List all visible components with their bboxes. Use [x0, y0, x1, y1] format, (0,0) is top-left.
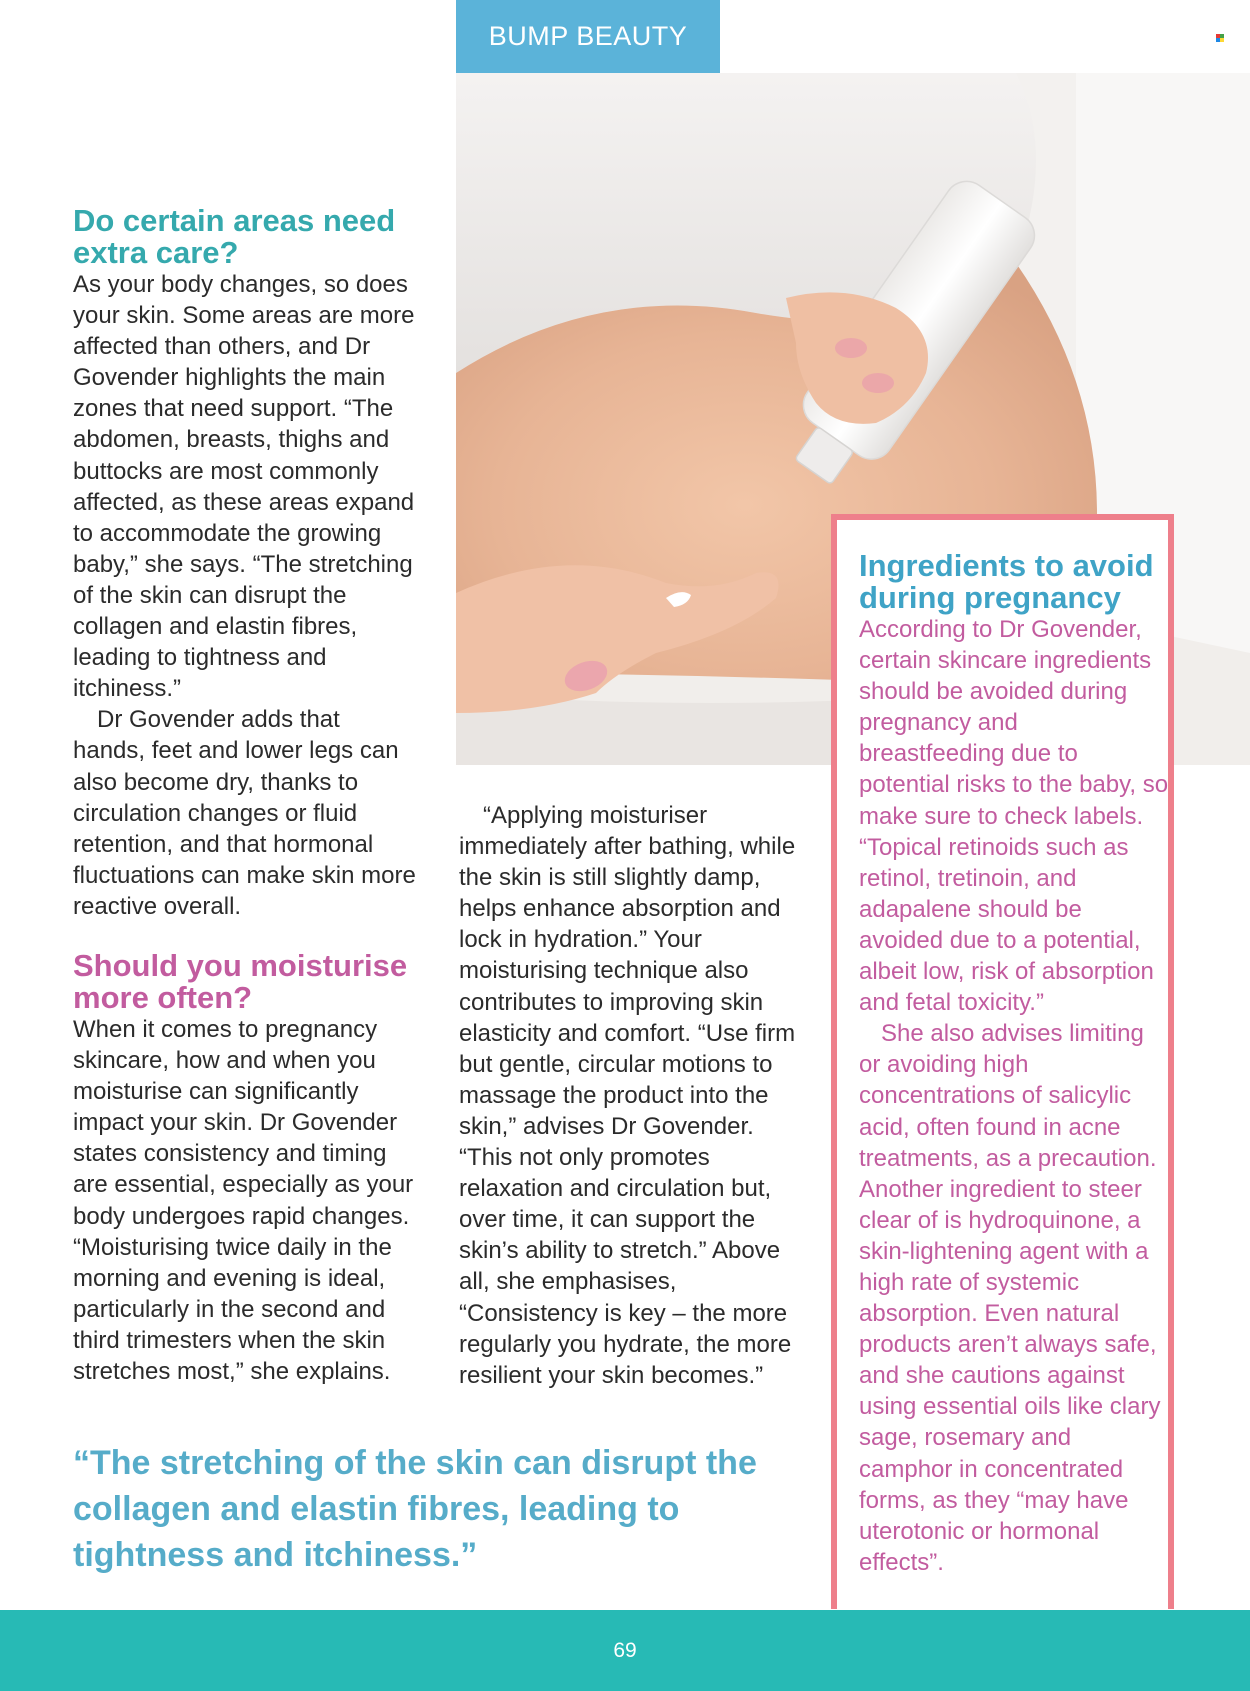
section-tag [456, 0, 720, 73]
heading-extra-care: Do certain areas need extra care? [73, 203, 396, 270]
paragraph: As your body changes, so does your skin. Some areas are more affected than others, and Dr Govender highlights the main zones that need support. “The abdomen, breasts, thighs and buttocks are most commonly affected, as these areas expand to accommodate the growing baby,” she says. “The stretching of the skin can disrupt the collagen and elastin fibres, leading to tightness and itchiness.” [73, 271, 415, 703]
heading-moisturise: Should you moisturise more often? [73, 947, 408, 1015]
corner-color-mark [1216, 34, 1226, 42]
page-number: 69 [613, 1638, 637, 1662]
left-column [73, 205, 418, 1387]
paragraph: She also advises limiting or avoiding high concentrations of salicylic acid, often found in acne treatments, as a precaution. Another ingredient to steer clear of is hydroquinone, a skin-lightening agent with a high rate of systemic absorption. Even natural products aren’t always safe, and she cautions against using essential oils like clary sage, rosemary and camphor in concentrated forms, as they “may have uterotonic or hormonal effects”. [859, 1020, 1161, 1576]
paragraph: When it comes to pregnancy skincare, how and when you moisturise can significantly impact your skin. Dr Govender states consistency and timing are essential, especially as your body undergoes rapid changes. “Moisturising twice daily in the morning and evening is ideal, particularly in the second and third trimesters when the skin stretches most,” she explains. [73, 1015, 414, 1385]
paragraph: Dr Govender adds that hands, feet and lower legs can also become dry, thanks to circulation changes or fluid retention, and that hormonal fluctuations can make skin more reactive overall. [73, 706, 416, 920]
middle-column [459, 800, 799, 1391]
sidebar-heading: Ingredients to avoid during pregnancy [859, 548, 1154, 615]
sidebar-content [859, 550, 1169, 1578]
paragraph: “Applying moisturiser immediately after bathing, while the skin is still slightly damp, helps enhance absorption and lock in hydration.” Your moisturising technique also contributes to improving skin elasticity and comfort. “Use firm but gentle, circular motions to massage the product into the skin,” advises Dr Govender. “This not only promotes relaxation and circulation but, over time, it can support the skin’s ability to stretch.” Above all, she emphasises, “Consistency is key – the more regularly you hydrate, the more resilient your skin becomes.” [459, 802, 796, 1389]
pull-quote: “The stretching of the skin can disrupt the collagen and elastin fibres, leading to tightness and itchiness.” [73, 1444, 757, 1574]
paragraph: According to Dr Govender, certain skincare ingredients should be avoided during pregnancy and breastfeeding due to potential risks to the baby, so make sure to check labels. “Topical retinoids such as retinol, tretinoin, and adapalene should be avoided due to a potential, albeit low, risk of absorption and fetal toxicity.” [859, 616, 1169, 1017]
section-tag-label: BUMP BEAUTY [488, 21, 688, 51]
footer-bar [0, 1610, 1250, 1691]
sidebar-box [831, 514, 1174, 1609]
